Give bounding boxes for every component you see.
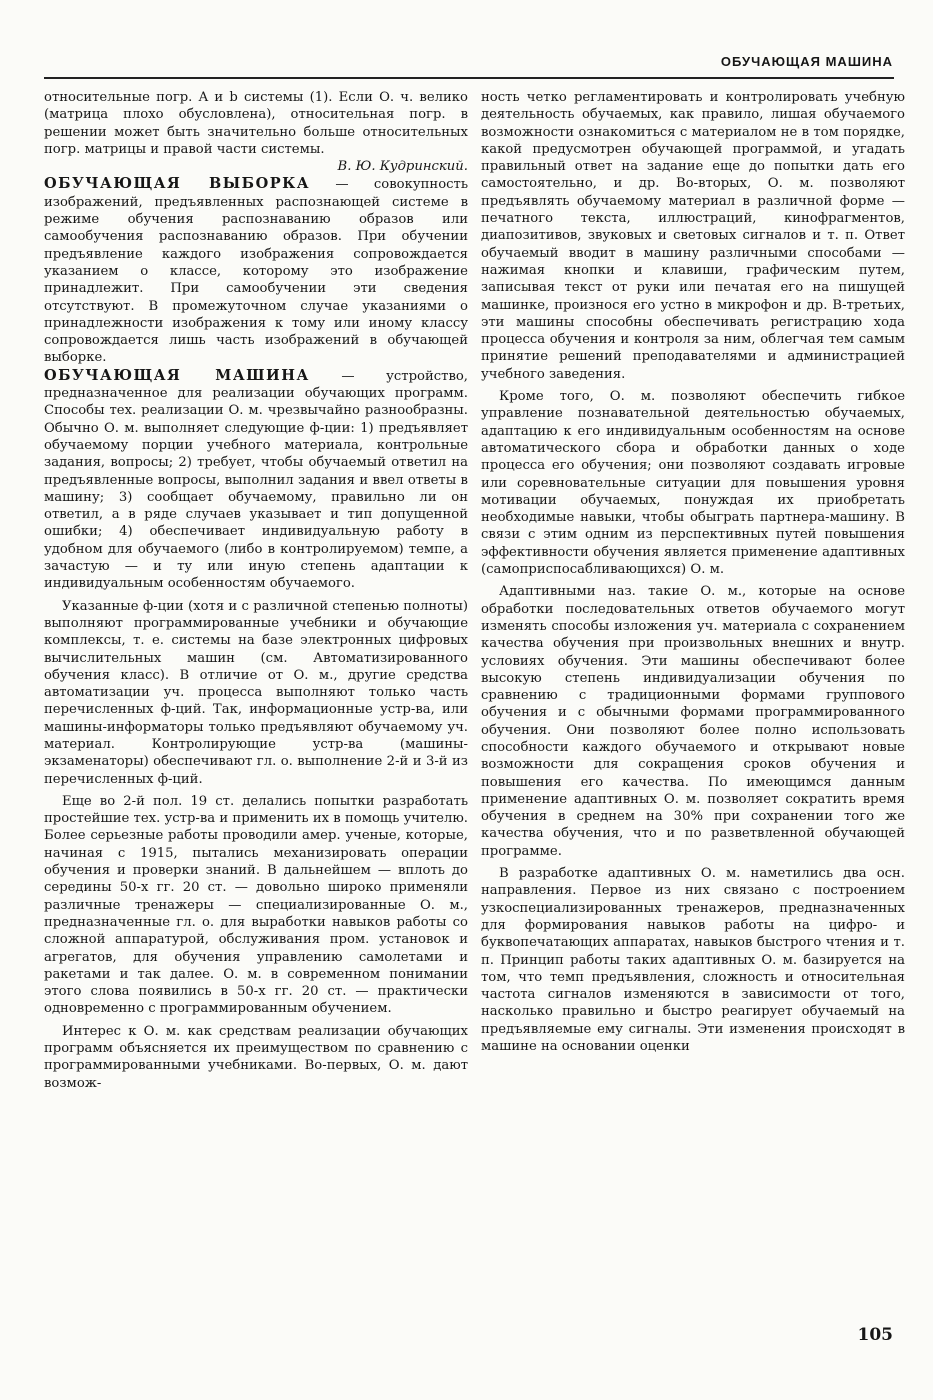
entry-text: — совокупность изображений, предъявленных распознающей системе в режиме обучения распознаванию образов или самообучения распознаванию образов. При обучении предъявление каждого изображения сопровождается указанием о классе, которому это изображение принадлежит. При самообучении эти сведения отсутствуют. В промежуточном случае указаниями о принадлежности изображения к тому или иному классу сопровождается лишь часть изображений в обучающей выборке. bbox=[44, 177, 468, 366]
entry-obuchayushchaya-vyborka bbox=[44, 175, 468, 366]
entry-headword: ОБУЧАЮЩАЯ МАШИНА bbox=[44, 366, 310, 384]
paragraph-text: относительные погр. A и b системы (1). Если О. ч. велико (матрица плохо обусловлена), относительная погр. в решении может быть значительно больше относительных погр. матрицы и правой части системы. bbox=[44, 90, 468, 157]
paragraph: Интерес к О. м. как средствам реализации обучающих программ объясняется их преимуществом по сравнению с программированными учебниками. Во-первых, О. м. дают возмож- bbox=[44, 1023, 468, 1091]
page-number: 105 bbox=[857, 1325, 893, 1345]
author-signature: В. Ю. Кудринский. bbox=[337, 159, 468, 175]
left-column bbox=[44, 89, 468, 1092]
entry-obuchayushchaya-mashina bbox=[44, 367, 468, 593]
paragraph: Еще во 2-й пол. 19 ст. делались попытки разработать простейшие тех. устр-ва и применить их в помощь учителю. Более серьезные работы проводили амер. ученые, которые, начиная с 1915, пытались механизировать операции обучения и проверки знаний. В дальнейшем — вплоть до середины 50-х гг. 20 ст. — довольно широко применяли различные тренажеры — специализированные О. м., предназначенные гл. о. для выработки навыков работы со сложной аппаратурой, обслуживания пром. установок и агрегатов, для обучения управлению самолетами и ракетами и так далее. О. м. в современном понимании этого слова появились в 50-х гг. 20 ст. — практически одновременно с программированным обучением. bbox=[44, 793, 468, 1017]
paragraph-continuation: ность четко регламентировать и контролировать учебную деятельность обучаемых, как правило, лишая обучаемого возможности ознакомиться с материалом не в том порядке, какой предусмотрен обучающей программой, и угадать правильный ответ на задание еще до попытки дать его самостоятельно, и др. Во-вторых, О. м. позволяют предъявлять обучаемому материал в различной форме — печатного текста, иллюстраций, кинофрагментов, диапозитивов, звуковых и световых сигналов и т. п. Ответ обучаемый вводит в машину различными способами — нажимая кнопки и клавиши, графическим путем, записывая текст от руки или печатая его на пишущей машинке, произнося его устно в микрофон и др. В-третьих, эти машины способны обеспечивать регистрацию хода процесса обучения и контроля за ним, облегчая тем самым принятие решений преподавателями и администрацией учебного заведения. bbox=[481, 90, 905, 382]
running-title: ОБУЧАЮЩАЯ МАШИНА bbox=[720, 54, 893, 69]
entry-text: — устройство, предназначенное для реализации обучающих программ. Способы тех. реализации О. м. чрезвычайно разнообразны. Обычно О. м. выполняет следующие ф-ции: 1) предъявляет обучаемому порции учебного материала, контрольные задания, вопросы; 2) требует, чтобы обучаемый ответил на предъявленные вопросы, выполнил задания и ввел ответы в машину; 3) сообщает обучаемому, правильно ли он ответил, а в ряде случаев указывает и тип допущенной ошибки; 4) обеспечивает индивидуальную работу в удобном для обучаемого (либо в контролируемом) темпе, а зачастую — и ту или иную степень адаптации к индивидуальным особенностям обучаемого. bbox=[44, 368, 468, 592]
right-column bbox=[481, 89, 905, 1055]
header-rule bbox=[44, 77, 894, 79]
entry-headword: ОБУЧАЮЩАЯ ВЫБОРКА bbox=[44, 175, 311, 193]
paragraph: Указанные ф-ции (хотя и с различной степенью полноты) выполняют программированные учебники и обучающие комплексы, т. е. системы на базе электронных цифровых вычислительных машин (см. Автоматизированного обучения класс). В отличие от О. м., другие средства автоматизации уч. процесса выполняют только часть перечисленных ф-ций. Так, информационные устр-ва, или машины-информаторы только предъявляют обучаемому уч. материал. Контролирующие устр-ва (машины-экзаменаторы) обеспечивают гл. о. выполнение 2-й и 3-й из перечисленных ф-ций. bbox=[44, 598, 468, 787]
paragraph: В разработке адаптивных О. м. наметились два осн. направления. Первое из них связано с построением узкоспециализированных тренажеров, предназначенных для формирования навыков работы на цифро- и буквопечатающих аппаратах, навыков быстрого чтения и т. п. Принцип работы таких адаптивных О. м. базируется на том, что темп предъявления, сложность и относительная частота сигналов изменяются в зависимости от того, насколько правильно и быстро реагирует обучаемый на предъявляемые ему сигналы. Эти изменения происходят в машине на основании оценки bbox=[481, 866, 905, 1055]
paragraph: Кроме того, О. м. позволяют обеспечить гибкое управление познавательной деятельностью обучаемых, адаптацию к его индивидуальным особенностям на основе автоматического сбора и обработки данных о ходе процесса его обучения; они позволяют создавать игровые или соревновательные ситуации для повышения уровня мотивации обучаемых, понуждая их приобретать необходимые навыки, чтобы обыграть партнера-машину. В связи с этим одним из перспективных путей повышения эффективности обучения является применение адаптивных (самоприспосабливающихся) О. м. bbox=[481, 389, 905, 578]
paragraph: Адаптивными наз. такие О. м., которые на основе обработки последовательных ответов обучаемого могут изменять способы изложения уч. материала с сохранением качества обучения при произвольных внешних и внутр. условиях обучения. Эти машины обеспечивают более высокую степень индивидуализации обучения по сравнению с традиционными формами группового обучения и с обычными формами программированного обучения. Они позволяют более полно использовать способности каждого обучаемого и открывают новые возможности для сокращения сроков обучения и повышения его качества. По имеющимся данным применение адаптивных О. м. позволяет сократить время обучения в среднем на 30% при сохранении того же качества обучения, что и по разветвленной обучающей программе. bbox=[481, 584, 905, 859]
paragraph-continuation bbox=[44, 89, 468, 175]
